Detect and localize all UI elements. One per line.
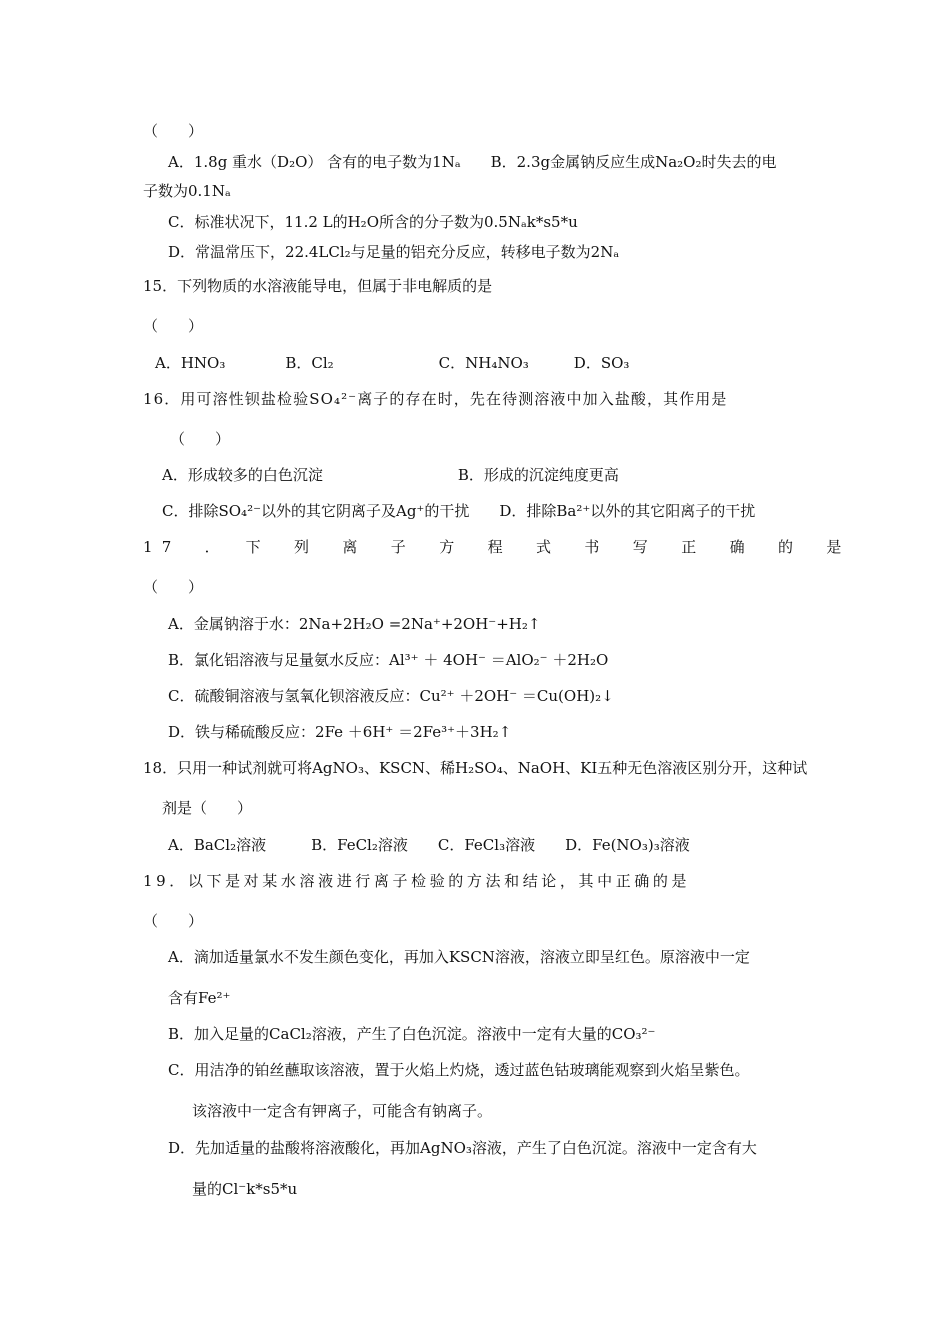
- q18-options: A．BaCl₂溶液 B．FeCl₂溶液 C．FeCl₃溶液 D．Fe(NO₃)₃溶液: [168, 836, 690, 854]
- q15-options: A．HNO₃ B．Cl₂ C．NH₄NO₃ D．SO₃: [155, 354, 630, 372]
- q15-stem: 15．下列物质的水溶液能导电，但属于非电解质的是: [143, 277, 493, 295]
- q17-stem: 17 ． 下 列 离 子 方 程 式 书 写 正 确 的 是: [143, 538, 851, 556]
- q16-options-ab: A．形成较多的白色沉淀 B．形成的沉淀纯度更高: [162, 466, 619, 484]
- q14-options-ab: A．1.8g 重水（D₂O） 含有的电子数为1Nₐ B．2.3g金属钠反应生成Na₂O₂时失去的电: [168, 153, 777, 171]
- q19-option-c-cont: 该溶液中一定含有钾离子，可能含有钠离子。: [192, 1102, 493, 1120]
- q19-stem: 19．以下是对某水溶液进行离子检验的方法和结论，其中正确的是: [143, 872, 691, 890]
- q18-stem: 18．只用一种试剂就可将AgNO₃、KSCN、稀H₂SO₄、NaOH、KI五种无色溶液区别分开，这种试: [143, 759, 808, 777]
- q18-stem-cont: 剂是（ ）: [162, 799, 253, 817]
- q19-answer-bracket: （ ）: [143, 912, 204, 930]
- q17-option-b: B．氯化铝溶液与足量氨水反应：Al³⁺ ＋ 4OH⁻ ＝AlO₂⁻ ＋2H₂O: [168, 651, 609, 669]
- q17-option-d: D．铁与稀硫酸反应：2Fe ＋6H⁺ ＝2Fe³⁺＋3H₂↑: [168, 723, 512, 741]
- q19-option-b: B．加入足量的CaCl₂溶液，产生了白色沉淀。溶液中一定有大量的CO₃²⁻: [168, 1025, 656, 1043]
- q14-answer-bracket: （ ）: [143, 122, 204, 140]
- q17-option-c: C．硫酸铜溶液与氢氧化钡溶液反应：Cu²⁺ ＋2OH⁻ ＝Cu(OH)₂↓: [168, 687, 614, 705]
- q14-option-d: D．常温常压下，22.4LCl₂与足量的铝充分反应，转移电子数为2Nₐ: [168, 243, 620, 261]
- q15-answer-bracket: （ ）: [143, 317, 204, 335]
- q16-answer-bracket: （ ）: [170, 430, 231, 448]
- q14-option-b-cont: 子数为0.1Nₐ: [143, 182, 231, 200]
- q17-option-a: A．金属钠溶于水：2Na+2H₂O =2Na⁺+2OH⁻+H₂↑: [168, 615, 541, 633]
- q14-option-c: C．标准状况下，11.2 L的H₂O所含的分子数为0.5Nₐk*s5*u: [168, 213, 578, 231]
- q16-options-cd: C．排除SO₄²⁻以外的其它阴离子及Ag⁺的干扰 D．排除Ba²⁺以外的其它阳离子的干扰: [162, 502, 756, 520]
- q19-option-a: A．滴加适量氯水不发生颜色变化，再加入KSCN溶液，溶液立即呈红色。原溶液中一定: [168, 948, 750, 966]
- q19-option-a-cont: 含有Fe²⁺: [168, 989, 231, 1007]
- q16-stem: 16．用可溶性钡盐检验SO₄²⁻离子的存在时，先在待测溶液中加入盐酸，其作用是: [143, 390, 728, 408]
- q17-answer-bracket: （ ）: [143, 578, 204, 596]
- q19-option-d-cont: 量的Cl⁻k*s5*u: [192, 1180, 298, 1198]
- q19-option-d: D．先加适量的盐酸将溶液酸化，再加AgNO₃溶液，产生了白色沉淀。溶液中一定含有大: [168, 1139, 757, 1157]
- q19-option-c: C．用洁净的铂丝蘸取该溶液，置于火焰上灼烧，透过蓝色钴玻璃能观察到火焰呈紫色。: [168, 1061, 750, 1079]
